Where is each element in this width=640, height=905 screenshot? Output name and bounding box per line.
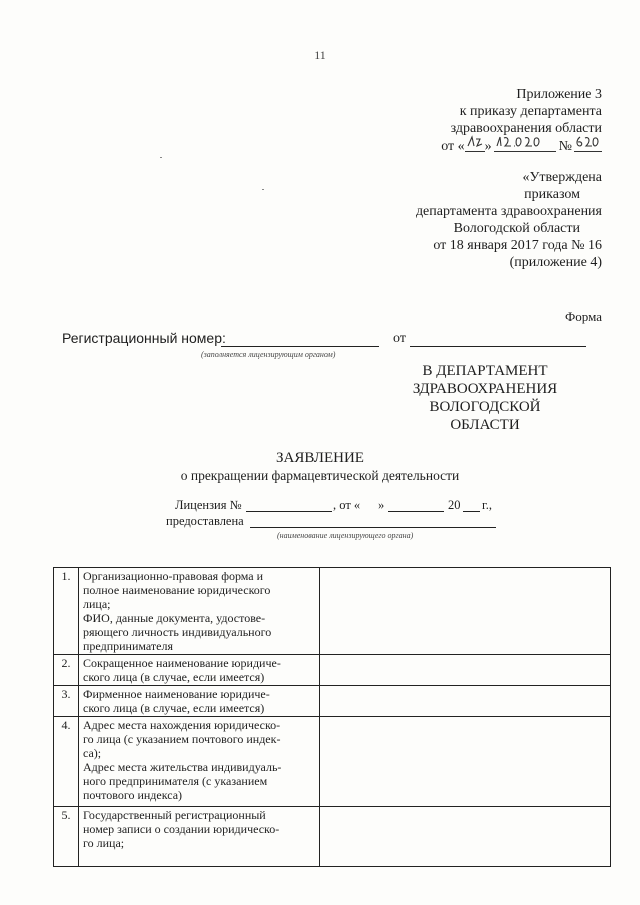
row-label-line: са);	[83, 746, 102, 760]
row-label-line: номер записи о создании юридическо-	[83, 822, 280, 836]
license-year-field[interactable]	[463, 511, 480, 512]
row-value-field[interactable]	[320, 686, 611, 717]
row-label-line: Сокращенное наименование юридиче-	[83, 656, 281, 670]
row-label-line: Адрес места жительства индивидуаль-	[83, 760, 282, 774]
row-number: 2.	[54, 655, 79, 686]
department-addressee: В ДЕПАРТАМЕНТ ЗДРАВООХРАНЕНИЯ ВОЛОГОДСКОЙ ОБЛАСТИ	[412, 363, 558, 433]
handwritten-number	[574, 137, 602, 152]
appendix-department: здравоохранения области	[450, 121, 602, 136]
table-row	[54, 686, 611, 717]
row-label	[79, 686, 320, 717]
appendix-title: Приложение 3	[516, 87, 602, 102]
license-year-suffix: г.,	[482, 498, 492, 512]
row-value-field[interactable]	[320, 655, 611, 686]
row-label-line: лица;	[83, 597, 111, 611]
row-label	[79, 807, 320, 867]
table-row	[54, 717, 611, 807]
row-label-line: Организационно-правовая форма и	[83, 569, 264, 583]
row-number: 5.	[54, 807, 79, 867]
table-row	[54, 807, 611, 867]
row-value-field[interactable]	[320, 807, 611, 867]
row-label-line: ФИО, данные документа, удостове-	[83, 611, 266, 625]
registration-number-field[interactable]	[221, 346, 379, 347]
approved-title: «Утверждена	[522, 170, 602, 185]
row-label-line: ного предпринимателя (с указанием	[83, 774, 268, 788]
handwritten-month-year	[494, 137, 556, 152]
row-label-line: го лица (с указанием почтового индек-	[83, 732, 281, 746]
registration-from-label: от	[393, 331, 406, 346]
approved-region: Вологодской области	[453, 221, 580, 236]
row-label-line: Адрес места нахождения юридическо-	[83, 718, 281, 732]
handwritten-day	[465, 137, 485, 152]
form-label: Форма	[565, 309, 602, 324]
row-label	[79, 568, 320, 655]
license-authority-hint: (наименование лицензирующего органа)	[277, 531, 414, 540]
appendix-header	[441, 86, 602, 155]
row-label-line: Фирменное наименование юридиче-	[83, 687, 270, 701]
document-subtitle: о прекращении фармацевтической деятельности	[180, 468, 460, 483]
appendix-order-ref: к приказу департамента	[459, 104, 602, 119]
row-number: 4.	[54, 717, 79, 807]
license-number-field[interactable]	[246, 511, 332, 512]
row-number: 1.	[54, 568, 79, 655]
row-label-line: Государственный регистрационный	[83, 808, 266, 822]
application-table	[53, 567, 611, 867]
registration-label: Регистрационный номер:	[62, 330, 226, 346]
approved-department: департамента здравоохранения	[415, 204, 602, 219]
license-from-label: , от «	[333, 498, 361, 512]
row-label-line: ского лица (в случае, если имеется)	[83, 670, 265, 684]
license-provided-label: предоставлена	[166, 514, 244, 528]
row-label	[79, 717, 320, 807]
row-label	[79, 655, 320, 686]
appendix-date-line: от « » №	[441, 137, 602, 155]
row-number: 3.	[54, 686, 79, 717]
license-label: Лицензия №	[175, 498, 242, 512]
document-title: ЗАЯВЛЕНИЕ	[276, 450, 364, 466]
row-value-field[interactable]	[320, 717, 611, 807]
row-label-line: ряющего личность индивидуального	[83, 625, 272, 639]
registration-hint: (заполняется лицензирующим органом)	[201, 350, 336, 359]
license-close-quote: »	[378, 498, 385, 512]
license-year-prefix: 20	[448, 498, 461, 512]
approved-appendix-ref: (приложение 4)	[509, 255, 602, 270]
registration-date-field[interactable]	[410, 346, 586, 347]
row-label-line: полное наименование юридического	[83, 583, 271, 597]
license-authority-field[interactable]	[250, 527, 496, 528]
approved-order: приказом	[524, 187, 580, 202]
row-label-line: го лица;	[83, 836, 125, 850]
row-label-line: предпринимателя	[83, 639, 173, 653]
page-number: 11	[314, 48, 326, 62]
row-label-line: почтового индекса)	[83, 788, 183, 802]
table-row	[54, 568, 611, 655]
row-value-field[interactable]	[320, 568, 611, 655]
license-month-field[interactable]	[388, 511, 444, 512]
scan-speck	[160, 157, 162, 158]
approved-block	[416, 169, 602, 271]
application-table-body	[54, 568, 611, 867]
row-label-line: ского лица (в случае, если имеется)	[83, 701, 265, 715]
approved-date: от 18 января 2017 года № 16	[433, 238, 602, 253]
scan-speck	[262, 189, 264, 190]
table-row	[54, 655, 611, 686]
